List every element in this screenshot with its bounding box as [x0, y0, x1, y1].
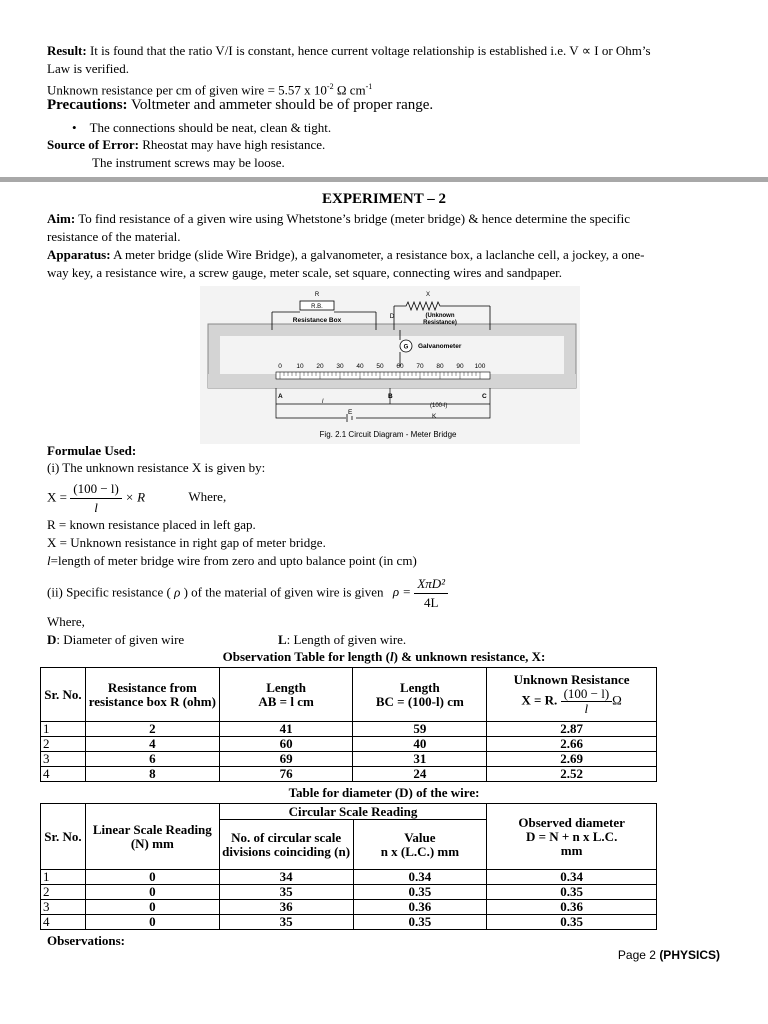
header-sr: Sr. No.	[41, 804, 86, 870]
precaution-bullet: • The connections should be neat, clean & tight.	[72, 120, 332, 135]
cell-linear-reading: 0	[85, 870, 219, 885]
cell-sr: 4	[41, 915, 86, 930]
cell-unknown-x: 2.69	[487, 752, 657, 767]
cell-unknown-x: 2.52	[487, 767, 657, 782]
header-linear-scale: Linear Scale Reading (N) mm	[85, 804, 219, 870]
cell-sr: 4	[41, 767, 86, 782]
header-observed-diameter: Observed diameter D = N + n x L.C. mm	[487, 804, 657, 870]
def-x: X = Unknown resistance in right gap of meter bridge.	[47, 535, 326, 550]
result-label: Result:	[47, 43, 87, 58]
scale-label: 0	[278, 363, 282, 370]
cell-value: 0.35	[353, 915, 487, 930]
apparatus-label: Apparatus:	[47, 247, 111, 262]
source-error-line: Source of Error: Rheostat may have high resistance.	[47, 137, 326, 152]
x-fraction: $\frac{(100 - l)}{l}$	[70, 480, 122, 517]
r-label: R	[314, 292, 320, 298]
cell-sr: 2	[41, 885, 86, 900]
aim-line: Aim: To find resistance of a given wire using Whetstone’s bridge (meter bridge) & hence determine the specific	[47, 211, 631, 226]
cell-length-ab: 69	[219, 752, 353, 767]
l-label: l	[322, 399, 324, 405]
cell-sr: 1	[41, 722, 86, 737]
cell-length-ab: 60	[219, 737, 353, 752]
cell-value: 0.35	[353, 885, 487, 900]
scale-label: 40	[356, 363, 364, 370]
table-header-row	[41, 804, 657, 820]
rho-fraction: $\frac{\text{XπD²}}{4L}$	[414, 575, 448, 612]
rbox-label: Resistance Box	[292, 317, 342, 324]
galv-label: Galvanometer	[418, 343, 462, 350]
cell-circular-divisions: 35	[219, 885, 353, 900]
rho-formula: (ii) Specific resistance ( ρ ) of the material of given wire is given ρ = $\frac{\text{XπD²}}{4L}$	[47, 575, 448, 612]
cell-length-bc: 59	[353, 722, 487, 737]
result-line-2: Law is verified.	[47, 61, 129, 76]
formulae-line-1: (i) The unknown resistance X is given by:	[47, 460, 266, 475]
scale-label: 100	[474, 363, 486, 370]
cell-circular-divisions: 36	[219, 900, 353, 915]
where-2: Where,	[47, 614, 85, 629]
header-sr: Sr. No.	[41, 668, 86, 722]
scale-label: 60	[396, 363, 404, 370]
cell-length-ab: 76	[219, 767, 353, 782]
l2-label: (100-l)	[430, 403, 448, 409]
precautions-line: Precautions: Voltmeter and ammeter should be of proper range.	[47, 97, 434, 113]
diameter-table	[40, 803, 657, 930]
scale-label: 70	[416, 363, 424, 370]
c-label: C	[482, 393, 487, 400]
table-row	[41, 737, 657, 752]
header-resistance: Resistance from resistance box R (ohm)	[85, 668, 219, 722]
unknown-label: (Unknown	[425, 313, 455, 319]
k-label: K	[432, 413, 437, 420]
cell-linear-reading: 0	[85, 915, 219, 930]
cell-unknown-x: 2.66	[487, 737, 657, 752]
cell-diameter: 0.36	[487, 900, 657, 915]
b-label: B	[388, 393, 393, 400]
table-row	[41, 885, 657, 900]
cell-value: 0.36	[353, 900, 487, 915]
cell-diameter: 0.35	[487, 915, 657, 930]
table-row	[41, 722, 657, 737]
header-length-bc: Length BC = (100-l) cm	[353, 668, 487, 722]
cell-sr: 3	[41, 752, 86, 767]
unknown-label-2: Resistance)	[423, 320, 457, 326]
table2-caption: Table for diameter (D) of the wire:	[288, 785, 480, 800]
cell-length-bc: 24	[353, 767, 487, 782]
cell-sr: 3	[41, 900, 86, 915]
header-unknown-resistance: Unknown Resistance X = R. $\frac{(100 - l)}{l}$ Ω	[487, 668, 657, 722]
header-length-ab: Length AB = l cm	[219, 668, 353, 722]
table-row	[41, 767, 657, 782]
cell-resistance: 2	[85, 722, 219, 737]
page-footer: Page 2 (PHYSICS)	[617, 948, 720, 962]
apparatus-line-2: way key, a resistance wire, a screw gauge, meter scale, set square, connecting wires and sandpaper.	[47, 265, 562, 280]
table-row	[41, 915, 657, 930]
cell-resistance: 8	[85, 767, 219, 782]
source-error-line-2: The instrument screws may be loose.	[92, 155, 285, 170]
section-divider	[0, 177, 768, 182]
d-definition: D: Diameter of given wire	[47, 632, 185, 647]
scale-label: 50	[376, 363, 384, 370]
apparatus-line: Apparatus: A meter bridge (slide Wire Bridge), a galvanometer, a resistance box, a laclanche cell, a jockey, a one-	[47, 247, 645, 262]
table-row	[41, 870, 657, 885]
header-circular-scale: Circular Scale Reading	[219, 804, 487, 820]
g-label: G	[403, 344, 409, 351]
table1-caption: Observation Table for length (l) & unknown resistance, X:	[222, 649, 546, 664]
scale-label: 10	[296, 363, 304, 370]
def-l: l=length of meter bridge wire from zero and upto balance point (in cm)	[47, 553, 417, 568]
length-table	[40, 667, 657, 782]
scale-label: 80	[436, 363, 444, 370]
def-r: R = known resistance placed in left gap.	[47, 517, 256, 532]
e-label: E	[348, 409, 353, 416]
d-label: D	[389, 313, 395, 320]
cell-length-bc: 40	[353, 737, 487, 752]
table-row	[41, 752, 657, 767]
rb-label: R.B.	[311, 304, 323, 310]
bullet-icon: •	[72, 120, 77, 135]
cell-length-ab: 41	[219, 722, 353, 737]
l-definition: L: Length of given wire.	[278, 632, 407, 647]
aim-label: Aim:	[47, 211, 76, 226]
a-label: A	[278, 393, 283, 400]
cell-diameter: 0.34	[487, 870, 657, 885]
observations-label: Observations:	[47, 933, 125, 948]
cell-length-bc: 31	[353, 752, 487, 767]
cell-resistance: 6	[85, 752, 219, 767]
cell-linear-reading: 0	[85, 900, 219, 915]
table-row	[41, 900, 657, 915]
table-header-row	[41, 668, 657, 722]
experiment-title: EXPERIMENT – 2	[322, 191, 446, 207]
cell-linear-reading: 0	[85, 885, 219, 900]
cell-diameter: 0.35	[487, 885, 657, 900]
scale-label: 30	[336, 363, 344, 370]
cell-unknown-x: 2.87	[487, 722, 657, 737]
header-value: Value n x (L.C.) mm	[353, 820, 487, 870]
source-error-label: Source of Error:	[47, 137, 139, 152]
result-line: Result: It is found that the ratio V/I is constant, hence current voltage relationship is established i.e. V ∝ I or Ohm’s	[47, 43, 651, 58]
scale-label: 90	[456, 363, 464, 370]
aim-line-2: resistance of the material.	[47, 229, 181, 244]
cell-sr: 1	[41, 870, 86, 885]
x-formula: X = $\frac{(100 - l)}{l}$ × R Where,	[47, 481, 227, 515]
x-label: X	[425, 292, 431, 298]
scale-label: 20	[316, 363, 324, 370]
cell-value: 0.34	[353, 870, 487, 885]
cell-resistance: 4	[85, 737, 219, 752]
diagram-caption: Fig. 2.1 Circuit Diagram - Meter Bridge	[319, 430, 457, 439]
cell-circular-divisions: 34	[219, 870, 353, 885]
cell-sr: 2	[41, 737, 86, 752]
precautions-label: Precautions:	[47, 97, 128, 113]
unknown-resistance-line: Unknown resistance per cm of given wire = 5.57 x $10^{-2}$ Ω $cm^{-1}$	[47, 82, 373, 98]
cell-circular-divisions: 35	[219, 915, 353, 930]
formulae-heading: Formulae Used:	[47, 443, 137, 458]
header-circular-divisions: No. of circular scale divisions coinciding (n)	[219, 820, 353, 870]
meter-bridge-diagram	[200, 286, 580, 444]
